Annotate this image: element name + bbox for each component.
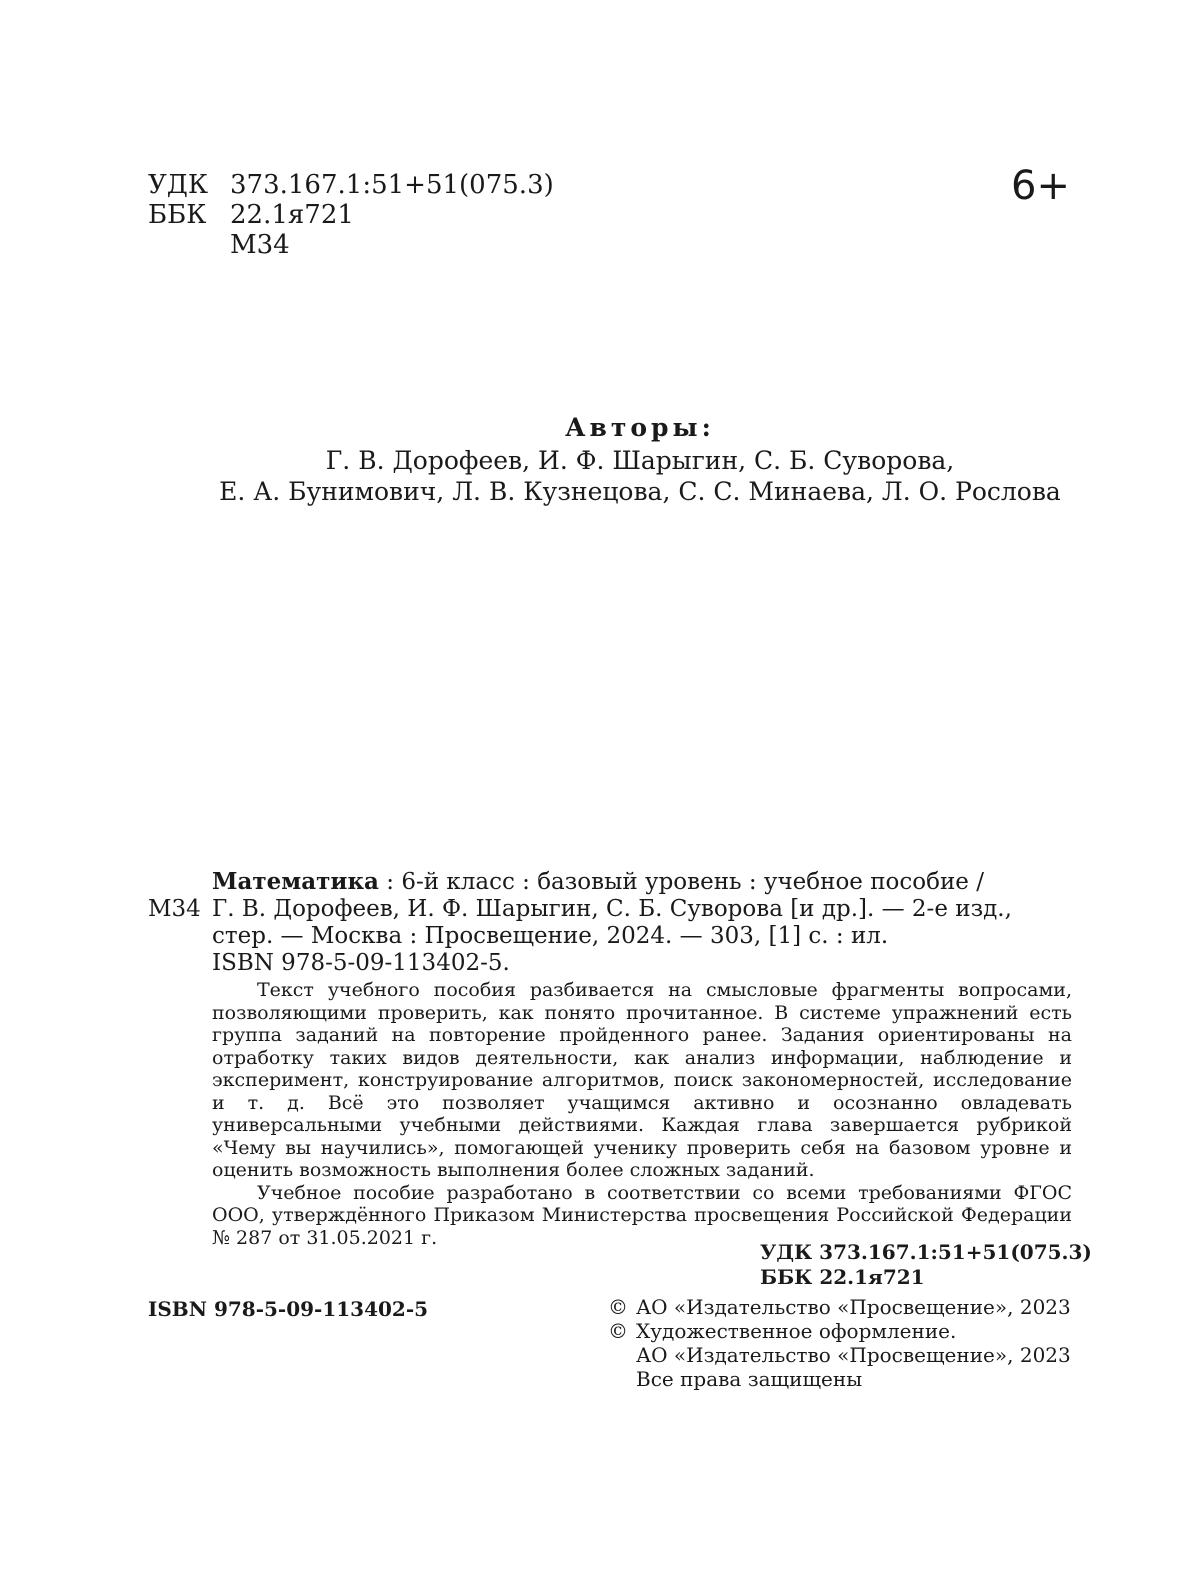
copyright-row-2	[608, 1319, 1071, 1343]
bbk-label: ББК	[148, 200, 207, 230]
copyright-icon: ©	[608, 1319, 628, 1343]
copyright-row-1	[608, 1295, 1071, 1319]
record-publisher-line	[148, 923, 1078, 950]
catalogue-record	[148, 868, 1078, 977]
record-authors: Г. В. Дорофеев, И. Ф. Шарыгин, С. Б. Суворова [и др.]. — 2-е изд.,	[212, 896, 1012, 922]
annotation-paragraph-1: Текст учебного пособия разбивается на смысловые фрагменты вопросами, позволяющими проверить, как понято прочитанное. В системе упражнений есть группа заданий на повторение пройденного ранее. Задания ориентированы на отработку таких видов деятельности, как анализ информации, наблюдение и эксперимент, конструирование алгоритмов, поиск закономерностей, исследование и т. д. Всё это позволяет учащимся активно и осознанно овладевать универсальными учебными действиями. Каждая глава завершается рубрикой «Чему вы научились», помогающей ученику проверить себя на базовом уровне и оценить возможность выполнения более сложных заданий.	[212, 979, 1072, 1181]
age-rating: 6+	[1011, 163, 1070, 209]
footer-codes	[760, 1240, 1092, 1290]
authors-heading: Авторы:	[565, 413, 715, 442]
record-isbn: ISBN 978-5-09-113402-5.	[212, 950, 510, 976]
udk-value: 373.167.1:51+51(075.3)	[230, 170, 554, 200]
annotation-paragraph-2: Учебное пособие разработано в соответствии со всеми требованиями ФГОС ООО, утверждённого Приказом Министерства просвещения Российской Федерации № 287 от 31.05.2021 г.	[212, 1181, 1072, 1249]
bbk-value: 22.1я721	[230, 200, 354, 230]
footer-udk: УДК 373.167.1:51+51(075.3)	[760, 1240, 1092, 1264]
authors-line-2: Е. А. Бунимович, Л. В. Кузнецова, С. С. Минаева, Л. О. Рослова	[219, 477, 1061, 506]
copyright-block	[608, 1295, 1071, 1391]
copyright-design: Художественное оформление.	[636, 1319, 957, 1343]
footer-bbk: ББК 22.1я721	[760, 1265, 925, 1289]
udk-row	[148, 170, 554, 200]
record-code: М34	[148, 896, 201, 922]
record-isbn-line	[148, 950, 1078, 977]
footer-isbn: ISBN 978-5-09-113402-5	[148, 1297, 429, 1321]
record-authors-line	[148, 896, 1078, 923]
authors-block	[120, 412, 1160, 507]
record-title: Математика	[212, 868, 379, 895]
authors-line-1: Г. В. Дорофеев, И. Ф. Шарыгин, С. Б. Суворова,	[325, 446, 955, 475]
copyright-publisher: АО «Издательство «Просвещение», 2023	[636, 1295, 1071, 1319]
annotation	[212, 979, 1072, 1249]
rights-reserved: Все права защищены	[636, 1367, 863, 1391]
record-title-line	[148, 868, 1078, 896]
copyright-design-publisher: АО «Издательство «Просвещение», 2023	[636, 1343, 1071, 1367]
copyright-icon: ©	[608, 1295, 628, 1319]
bbk-row	[148, 200, 554, 230]
record-publisher: стер. — Москва : Просвещение, 2024. — 303, [1] с. : ил.	[212, 923, 889, 949]
classification-codes	[148, 170, 554, 260]
author-mark: М34	[230, 230, 290, 260]
udk-label: УДК	[148, 170, 209, 200]
author-mark-row	[148, 230, 554, 260]
record-title-rest: : 6-й класс : базовый уровень : учебное пособие /	[378, 869, 984, 895]
